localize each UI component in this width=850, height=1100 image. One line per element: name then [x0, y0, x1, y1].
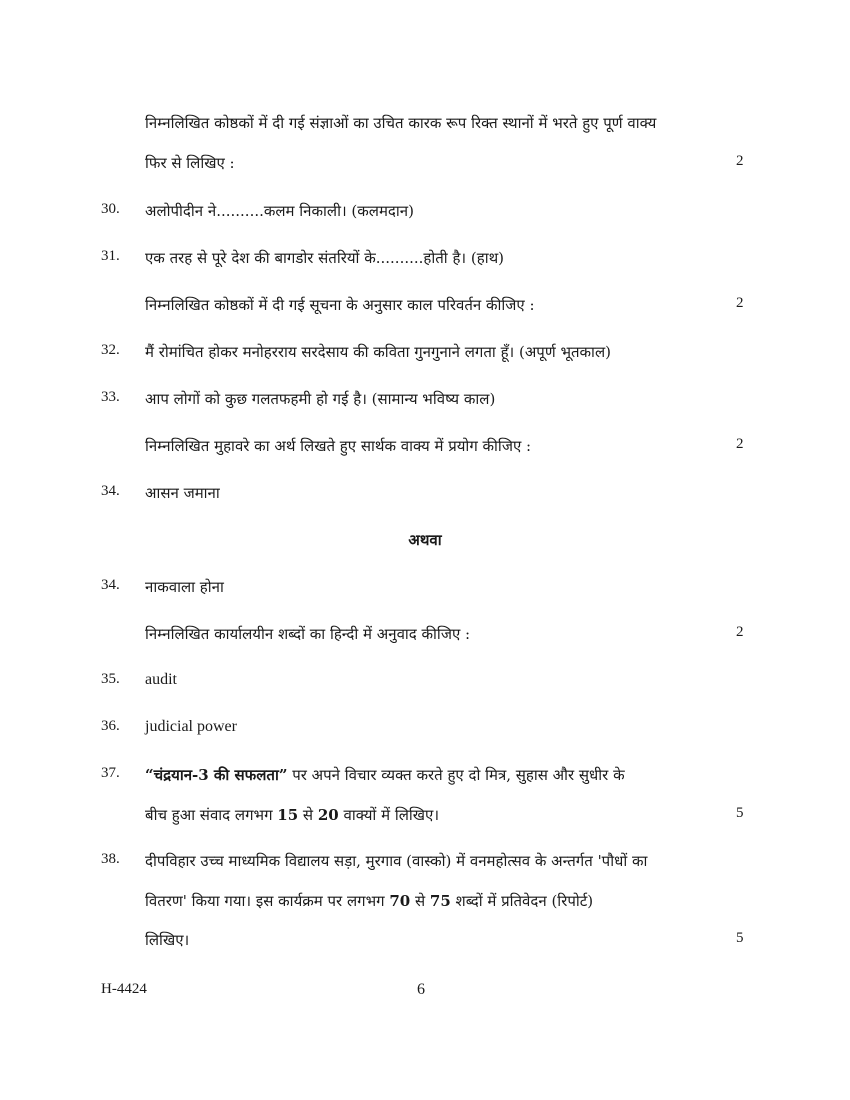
question-38-line2 — [145, 891, 593, 911]
question-38-line2-b: से — [410, 892, 430, 910]
question-number-34b: 34. — [101, 577, 120, 593]
instruction-karak-line2: फिर से लिखिए : — [145, 154, 235, 172]
instruction-karak-line1: निम्नलिखित कोष्ठकों में दी गई संज्ञाओं का उचित कारक रूप रिक्त स्थानों में भरते हुए पूर्ण वाक्य — [145, 114, 657, 132]
question-number-35: 35. — [101, 671, 120, 687]
question-31-text: एक तरह से पूरे देश की बागडोर संतरियों के..........होती है। (हाथ) — [145, 249, 505, 267]
question-38-n2: 75 — [429, 892, 451, 910]
question-34b-text: नाकवाला होना — [145, 578, 224, 596]
instruction-anuvad: निम्नलिखित कार्यालयीन शब्दों का हिन्दी में अनुवाद कीजिए : — [145, 625, 471, 643]
question-number-30: 30. — [101, 201, 120, 217]
or-heading: अथवा — [408, 531, 442, 549]
question-37-line1-rest: पर अपने विचार व्यक्त करते हुए दो मित्र, सुहास और सुधीर के — [287, 766, 625, 784]
question-32-text: मैं रोमांचित होकर मनोहरराय सरदेसाय की कविता गुनगुनाने लगता हूँ। (अपूर्ण भूतकाल) — [145, 343, 611, 361]
marks-muhavare: 2 — [736, 436, 744, 452]
marks-kaal: 2 — [736, 295, 744, 311]
question-37-line2-a: बीच हुआ संवाद लगभग — [145, 806, 278, 824]
question-33-text: आप लोगों को कुछ गलतफहमी हो गई है। (सामान्य भविष्य काल) — [145, 390, 496, 408]
question-37-line2-b: से — [298, 806, 318, 824]
page-number: 6 — [417, 981, 425, 998]
question-number-37: 37. — [101, 765, 120, 781]
question-37-line2-c: वाक्यों में लिखिए। — [338, 806, 440, 824]
question-38-line1: दीपविहार उच्च माध्यमिक विद्यालय सड़ा, मुरगाव (वास्को) में वनमहोत्सव के अन्तर्गत 'पौधों का — [145, 852, 648, 870]
question-number-38: 38. — [101, 851, 120, 867]
question-number-34a: 34. — [101, 483, 120, 499]
marks-37: 5 — [736, 805, 744, 821]
question-38-line3: लिखिए। — [145, 931, 190, 949]
question-37-line2 — [145, 805, 439, 825]
question-number-36: 36. — [101, 718, 120, 734]
marks-anuvad: 2 — [736, 624, 744, 640]
question-number-33: 33. — [101, 389, 120, 405]
question-30-text: अलोपीदीन ने..........कलम निकाली। (कलमदान) — [145, 202, 414, 220]
question-37-title: “चंद्रयान-3 की सफलता” — [145, 766, 288, 784]
question-number-32: 32. — [101, 342, 120, 358]
marks-karak: 2 — [736, 153, 744, 169]
question-34a-text: आसन जमाना — [145, 484, 220, 502]
instruction-muhavare: निम्नलिखित मुहावरे का अर्थ लिखते हुए सार्थक वाक्य में प्रयोग कीजिए : — [145, 437, 532, 455]
question-38-n1: 70 — [389, 892, 411, 910]
marks-38: 5 — [736, 930, 744, 946]
question-38-line2-a: वितरण' किया गया। इस कार्यक्रम पर लगभग — [145, 892, 390, 910]
question-number-31: 31. — [101, 248, 120, 264]
question-38-line2-c: शब्दों में प्रतिवेदन (रिपोर्ट) — [450, 892, 594, 910]
question-37-line1 — [145, 765, 625, 785]
instruction-kaal: निम्नलिखित कोष्ठकों में दी गई सूचना के अनुसार काल परिवर्तन कीजिए : — [145, 296, 535, 314]
question-37-n1: 15 — [277, 806, 299, 824]
paper-code: H-4424 — [101, 981, 147, 997]
question-35-text: audit — [145, 671, 177, 688]
question-37-n2: 20 — [317, 806, 339, 824]
question-36-text: judicial power — [145, 718, 237, 735]
